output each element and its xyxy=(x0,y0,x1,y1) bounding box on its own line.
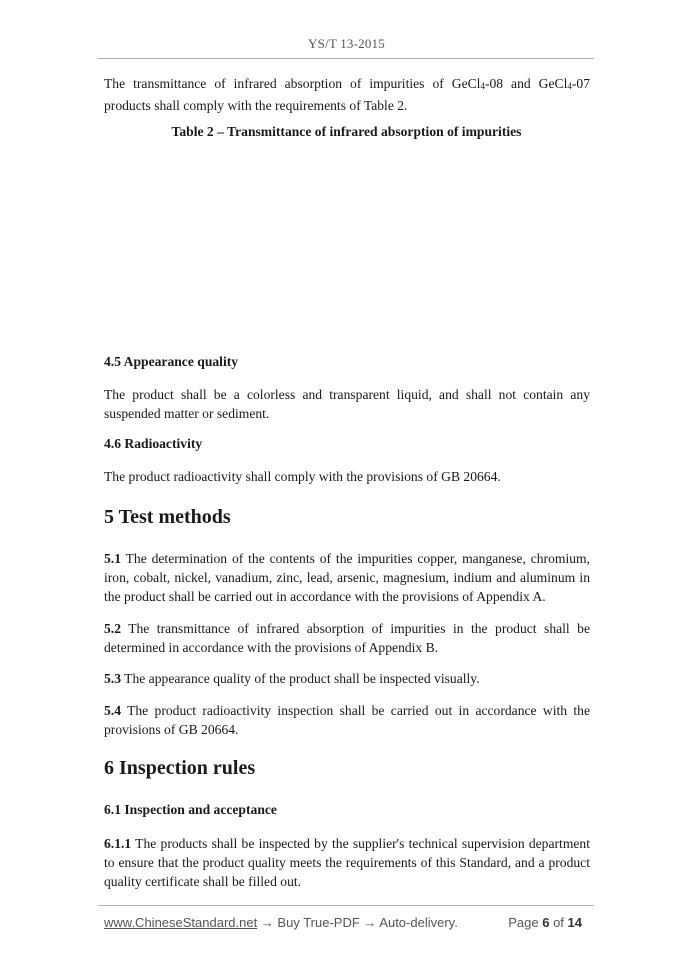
section-4-5-text: The product shall be a colorless and transparent liquid, and shall not contain any suspended matter or sediment. xyxy=(104,387,590,421)
section-4-6-text: The product radioactivity shall comply with the provisions of GB 20664. xyxy=(104,469,501,484)
total-pages-number: 14 xyxy=(567,915,582,930)
page-indicator xyxy=(508,915,582,930)
intro-text-part-1: The transmittance of infrared absorption of impurities of GeCl xyxy=(104,76,481,91)
clause-5-2 xyxy=(104,619,590,657)
page-label: Page xyxy=(508,915,539,930)
current-page-number: 6 xyxy=(542,915,550,930)
section-5-heading: 5 Test methods xyxy=(104,506,231,528)
document-code-header: YS/T 13-2015 xyxy=(308,36,385,51)
clause-6-1-1 xyxy=(104,834,590,891)
clause-number: 5.4 xyxy=(104,703,121,718)
intro-subscript-2: 4 xyxy=(567,81,572,91)
section-4-6-heading: 4.6 Radioactivity xyxy=(104,436,203,451)
page-footer xyxy=(104,915,590,930)
clause-text: The product radioactivity inspection shall be carried out in accordance with the provisions of GB 20664. xyxy=(104,703,590,737)
section-6-1-heading: 6.1 Inspection and acceptance xyxy=(104,802,277,817)
intro-paragraph xyxy=(104,74,590,115)
clause-text: The determination of the contents of the impurities copper, manganese, chromium, iron, cobalt, nickel, vanadium, zinc, lead, arsenic, magnesium, indium and aluminum in the product shall be carried out in accordance with the provisions of Appendix A. xyxy=(104,551,590,604)
footer-divider xyxy=(98,905,594,906)
clause-5-1 xyxy=(104,549,590,606)
intro-subscript-1: 4 xyxy=(480,81,485,91)
clause-text: The transmittance of infrared absorption of impurities in the product shall be determined in accordance with the provisions of Appendix B. xyxy=(104,621,590,655)
header-divider xyxy=(98,58,594,59)
clause-number: 5.1 xyxy=(104,551,121,566)
intro-text-part-2: -08 and GeCl xyxy=(484,76,568,91)
clause-text: The products shall be inspected by the supplier's technical supervision department to ensure that the product quality meets the requirements of this Standard, and a product quality certificate shall be filled out. xyxy=(104,836,590,889)
clause-text: The appearance quality of the product shall be inspected visually. xyxy=(121,671,480,686)
clause-number: 5.2 xyxy=(104,621,121,636)
clause-5-3 xyxy=(104,669,590,688)
clause-number: 6.1.1 xyxy=(104,836,132,851)
section-4-5-heading: 4.5 Appearance quality xyxy=(104,354,239,369)
footer-promo-text: → Buy True-PDF → Auto-delivery. xyxy=(257,915,458,930)
table-2-caption: Table 2 – Transmittance of infrared absorption of impurities xyxy=(171,124,522,139)
section-6-heading: 6 Inspection rules xyxy=(104,757,256,779)
intro-text-part-3: -07 products shall comply with the requirements of Table 2. xyxy=(104,76,590,113)
clause-number: 5.3 xyxy=(104,671,121,686)
website-link[interactable]: www.ChineseStandard.net xyxy=(104,915,258,930)
of-label: of xyxy=(553,915,564,930)
clause-5-4 xyxy=(104,701,590,739)
